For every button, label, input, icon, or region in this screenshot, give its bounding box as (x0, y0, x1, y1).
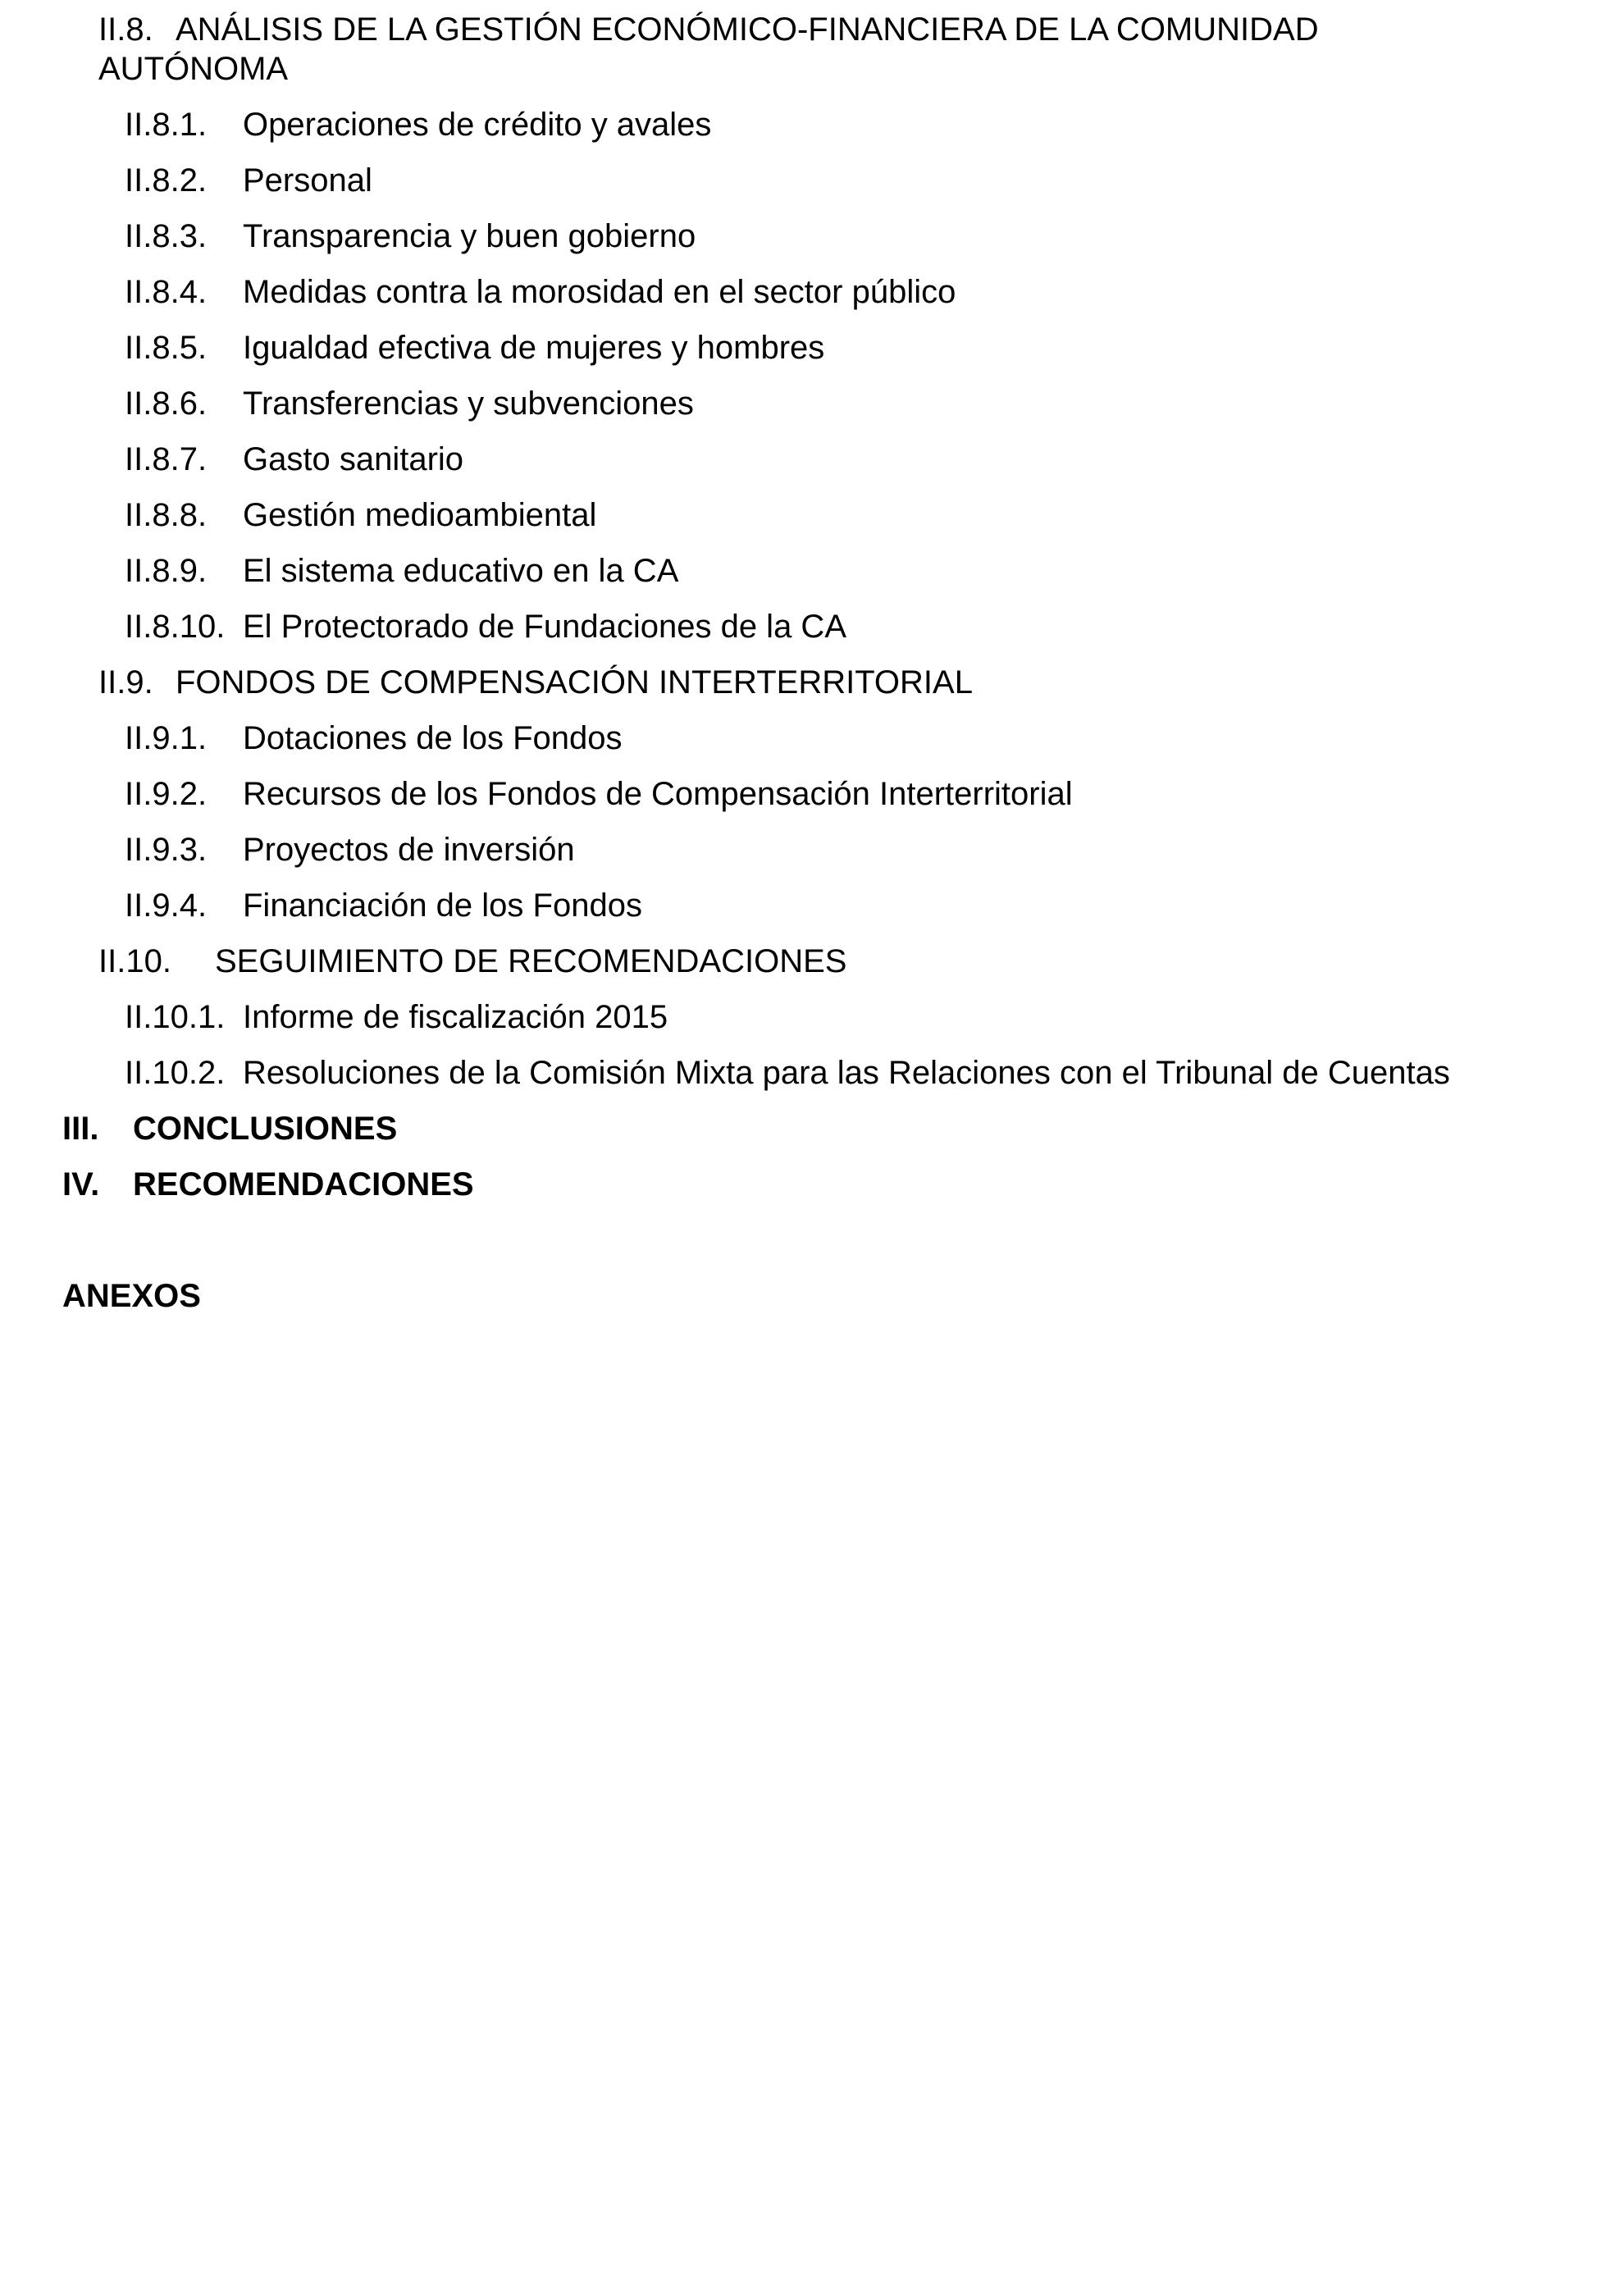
toc-item-title: Dotaciones de los Fondos (243, 720, 623, 756)
toc-chapter-number: IV. (62, 1166, 100, 1202)
toc-section-title-line1: ANÁLISIS DE LA GESTIÓN ECONÓMICO-FINANCIERA DE LA COMUNIDAD (176, 11, 1319, 48)
toc-item-title: Gestión medioambiental (243, 497, 597, 533)
toc-section-number: II.8. (98, 11, 153, 48)
toc-item-number: II.9.3. (125, 832, 208, 868)
toc-item-number: II.9.2. (125, 776, 208, 812)
toc-annexes-title: ANEXOS (62, 1278, 201, 1314)
toc-section-2-8[interactable] (98, 10, 1542, 89)
toc-item-title: Medidas contra la morosidad en el sector público (243, 274, 956, 310)
toc-item-number: II.8.6. (125, 386, 208, 422)
toc-item-title: Resoluciones de la Comisión Mixta para las Relaciones con el Tribunal de Cuentas (243, 1055, 1450, 1091)
toc-chapter-number: III. (62, 1111, 99, 1147)
toc-item-title: El sistema educativo en la CA (243, 553, 679, 589)
toc-item-title: El Protectorado de Fundaciones de la CA (243, 609, 846, 645)
toc-item-number: II.8.7. (125, 441, 208, 477)
toc-item-number: II.8.1. (125, 107, 208, 143)
toc-item-title: Proyectos de inversión (243, 832, 575, 868)
toc-item-title: Personal (243, 162, 372, 198)
toc-item-title: Informe de fiscalización 2015 (243, 999, 668, 1035)
toc-item-title: Transparencia y buen gobierno (243, 218, 696, 254)
toc-item-title: Operaciones de crédito y avales (243, 107, 712, 143)
toc-item-title: Financiación de los Fondos (243, 888, 642, 924)
toc-item-number: II.8.2. (125, 162, 208, 198)
toc-item-title: Gasto sanitario (243, 441, 464, 477)
toc-item-number: II.8.4. (125, 274, 208, 310)
toc-section-title: FONDOS DE COMPENSACIÓN INTERTERRITORIAL (176, 664, 973, 700)
toc-item-title: Transferencias y subvenciones (243, 386, 694, 422)
toc-item-number: II.9.1. (125, 720, 208, 756)
toc-chapter-title: CONCLUSIONES (133, 1111, 398, 1147)
toc-item-number: II.10.1. (125, 999, 226, 1035)
toc-item-number: II.8.8. (125, 497, 208, 533)
toc-section-number: II.9. (98, 664, 153, 700)
toc-section-title: SEGUIMIENTO DE RECOMENDACIONES (215, 943, 847, 979)
toc-item-number: II.10.2. (125, 1055, 226, 1091)
toc-section-number: II.10. (98, 943, 171, 979)
toc-item-number: II.8.3. (125, 218, 208, 254)
toc-item-title: Recursos de los Fondos de Compensación Interterritorial (243, 776, 1073, 812)
toc-chapter-title: RECOMENDACIONES (133, 1166, 474, 1202)
toc-item-title: Igualdad efectiva de mujeres y hombres (243, 330, 825, 366)
toc-item-number: II.8.5. (125, 330, 208, 366)
toc-item-number: II.8.10. (125, 609, 226, 645)
toc-item-number: II.9.4. (125, 888, 208, 924)
toc-item-number: II.8.9. (125, 553, 208, 589)
toc-section-title-line2: AUTÓNOMA (98, 51, 289, 87)
